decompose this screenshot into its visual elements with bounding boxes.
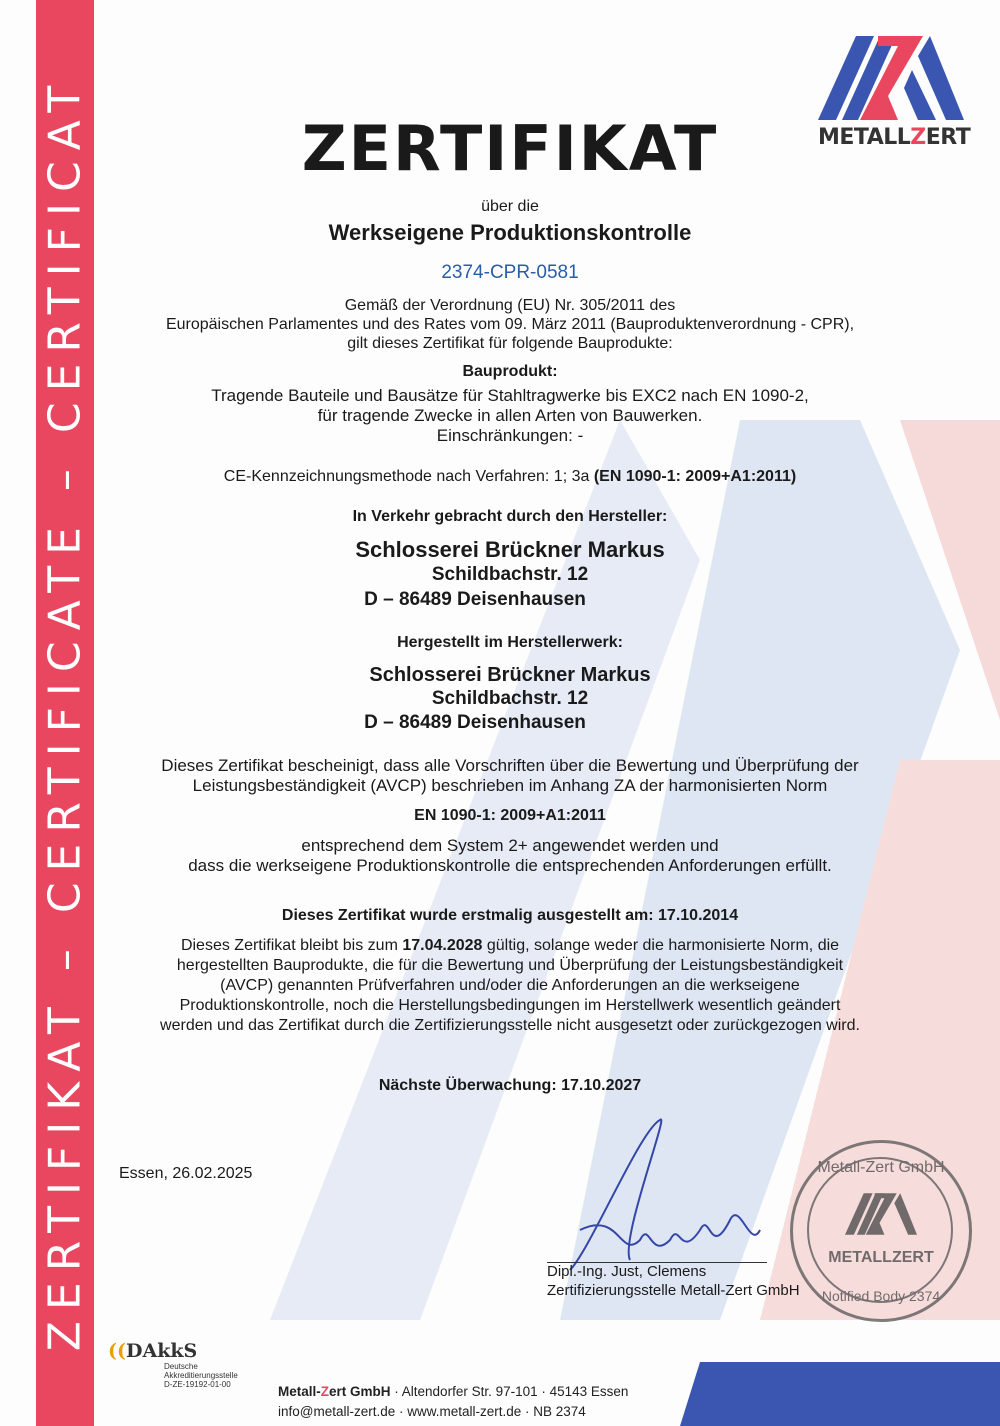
logo-text: METALLZERT xyxy=(818,125,971,150)
page-title: ZERTIFIKAT xyxy=(301,112,719,185)
manufacturer-label: In Verkehr gebracht durch den Hersteller: xyxy=(352,508,668,525)
plant: Schlosserei Brückner Markus Schildbachstr. 12 D – 86489 Deisenhausen xyxy=(364,664,651,733)
stamp-logo-icon xyxy=(845,1185,917,1243)
first-issued: Dieses Zertifikat wurde erstmalig ausgestellt am: 17.10.2014 xyxy=(281,907,739,924)
avcp-text: Dieses Zertifikat bescheinigt, dass alle Vorschriften über die Bewertung und Überprüfung der Leistungsbeständigkeit (AVCP) beschrieben im Anhang ZA der harmonisierten Norm xyxy=(161,756,859,795)
ce-method: CE-Kennzeichnungsmethode nach Verfahren: 1; 3a (EN 1090-1: 2009+A1:2011) xyxy=(223,468,797,485)
product-description: Tragende Bauteile und Bausätze für Stahltragwerke bis EXC2 nach EN 1090-2, für tragende Zwecke in allen Arten von Bauwerken. Einschränkungen: - xyxy=(211,386,809,445)
signer-name: Dipl.-Ing. Just, Clemens xyxy=(547,1263,707,1280)
footer: Metall-Zert GmbH · Altendorfer Str. 97-101 · 45143 Essen info@metall-zert.de · www.metall-zert.de · NB 2374 xyxy=(278,1382,628,1422)
norm: EN 1090-1: 2009+A1:2011 xyxy=(414,807,606,824)
system-text: entsprechend dem System 2+ angewendet werden und dass die werkseigene Produktionskontrolle die entsprechenden Anforderungen erfüllt. xyxy=(188,836,832,875)
footer-contact: info@metall-zert.de · www.metall-zert.de · NB 2374 xyxy=(278,1404,586,1419)
plant-label: Hergestellt im Herstellerwerk: xyxy=(397,634,623,651)
signer-org: Zertifizierungsstelle Metall-Zert GmbH xyxy=(547,1282,800,1299)
company-stamp: Metall-Zert GmbH METALLZERT Notified Body 2374 xyxy=(790,1140,972,1322)
validity-text: Dieses Zertifikat bleibt bis zum 17.04.2028 gültig, solange weder die harmonisierte Norm, die hergestellten Bauprodukte, die für die Bewertung und Überprüfung der Leistungsbeständigkeit (AVCP) genannten Prüfverfahren und/oder die Anforderungen an die werkseigene Produktionskontrolle, noch die Herstellungsbedingungen im Herstellwerk wesentlich geändert werden und das Zertifikat durch die Zertifizierungsstelle nicht ausgesetzt oder zurückgezogen wird. xyxy=(160,937,860,1034)
product-label: Bauprodukt: xyxy=(462,363,558,380)
subtitle-small: über die xyxy=(481,198,539,215)
manufacturer: Schlosserei Brückner Markus Schildbachstr. 12 D – 86489 Deisenhausen xyxy=(355,537,665,610)
signature xyxy=(560,1110,800,1280)
subtitle: Werkseigene Produktionskontrolle xyxy=(328,220,692,245)
cert-number: 2374-CPR-0581 xyxy=(441,262,579,283)
metallzert-logo-icon xyxy=(818,36,964,120)
next-surveillance: Nächste Überwachung: 17.10.2027 xyxy=(378,1077,642,1094)
intro: Gemäß der Verordnung (EU) Nr. 305/2011 des Europäischen Parlamentes und des Rates vom 09. März 2011 (Bauproduktenverordnung - CPR), gilt dieses Zertifikat für folgende Bauprodukte: xyxy=(165,297,855,352)
dakks-logo: ((DAkkS Deutsche Akkreditierungsstelle D-ZE-19192-01-00 xyxy=(108,1340,238,1389)
place-date: Essen, 26.02.2025 xyxy=(119,1165,253,1182)
sidebar-text: ZERTIFIKAT – CERTIFICATE – CERTIFICAT xyxy=(39,74,91,1352)
